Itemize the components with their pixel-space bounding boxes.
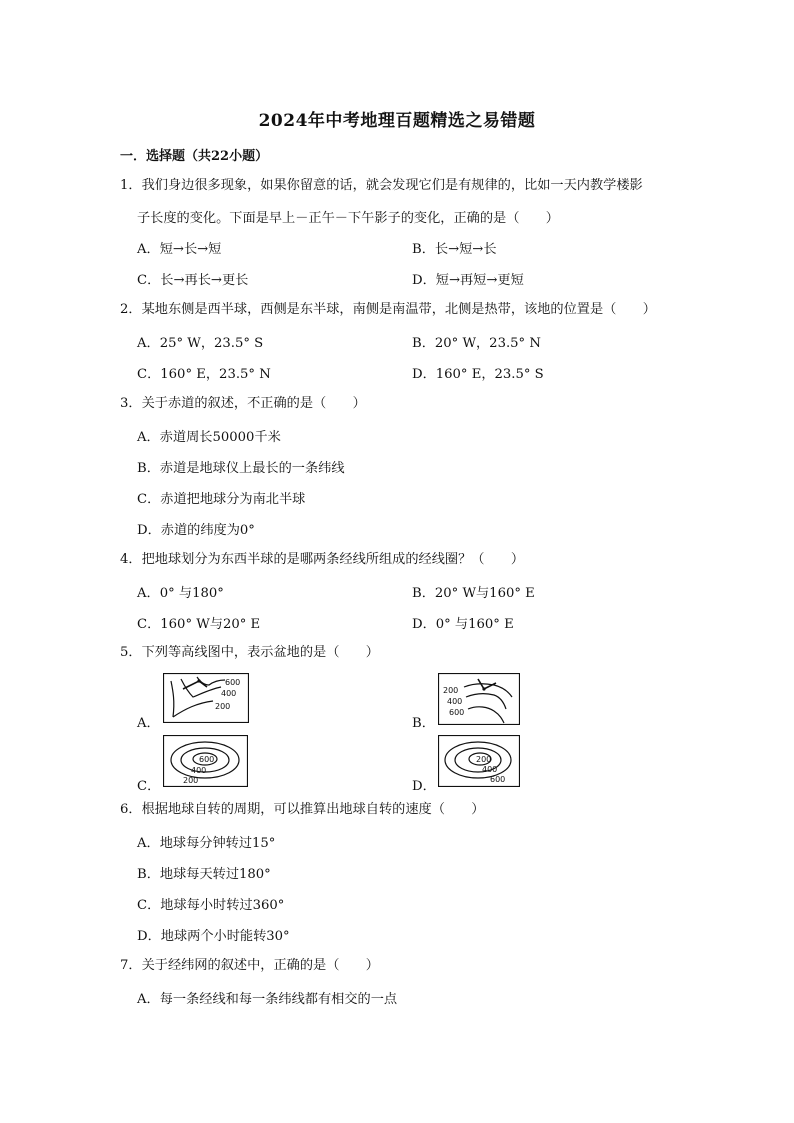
map-b-label-600: 600 [449,708,465,717]
contour-map-c[interactable] [163,735,248,787]
question-2-option-c[interactable]: C．160° E，23.5° N [137,367,271,382]
question-1-option-d[interactable]: D．短→再短→更短 [412,273,524,288]
question-6-option-b[interactable]: B．地球每天转过180° [137,867,271,882]
map-d-label-600: 600 [490,775,506,784]
map-b-label-400: 400 [447,697,463,706]
contour-map-d[interactable] [438,735,520,787]
question-3-option-b[interactable]: B．赤道是地球仪上最长的一条纬线 [137,461,345,476]
map-a-label-600: 600 [225,678,241,687]
map-b-label-200: 200 [443,686,459,695]
contour-map-b[interactable] [438,673,520,725]
question-1-option-c[interactable]: C．长→再长→更长 [137,273,249,288]
question-4-option-b[interactable]: B．20° W与160° E [412,586,535,601]
question-2-option-d[interactable]: D．160° E，23.5° S [412,367,544,382]
contour-map-a[interactable] [163,673,249,723]
question-5-option-c[interactable]: C． [137,779,161,794]
question-3-stem: 3．关于赤道的叙述，不正确的是（ ） [120,396,366,411]
map-c-label-400: 400 [191,766,207,775]
question-3-option-a[interactable]: A．赤道周长50000千米 [137,430,281,445]
question-6-option-d[interactable]: D．地球两个小时能转30° [137,929,290,944]
question-3-option-c[interactable]: C．赤道把地球分为南北半球 [137,492,306,507]
map-a-label-200: 200 [215,702,231,711]
map-a-river-source [197,679,200,682]
question-6-option-a[interactable]: A．地球每分钟转过15° [137,836,276,851]
map-d-label-200: 200 [476,755,492,764]
question-4-option-a[interactable]: A．0° 与180° [137,586,224,601]
question-2-stem: 2．某地东侧是西半球，西侧是东半球，南侧是南温带，北侧是热带，该地的位置是（ ） [120,302,656,317]
question-1-option-b[interactable]: B．长→短→长 [412,242,497,257]
question-5-option-d[interactable]: D． [412,779,436,794]
question-4-stem: 4．把地球划分为东西半球的是哪两条经线所组成的经线圈？（ ） [120,552,525,567]
question-5-option-b[interactable]: B． [412,716,435,731]
question-1-stem: 1．我们身边很多现象，如果你留意的话，就会发现它们是有规律的，比如一天内教学楼影 [120,178,643,193]
question-7-stem: 7．关于经纬网的叙述中，正确的是（ ） [120,958,379,973]
question-7-option-a[interactable]: A．每一条经线和每一条纬线都有相交的一点 [137,992,398,1007]
question-5-option-a[interactable]: A． [137,716,160,731]
question-1-option-a[interactable]: A．短→长→短 [137,242,222,257]
question-2-option-a[interactable]: A．25° W，23.5° S [137,336,264,351]
question-1-stem-cont: 子长度的变化。下面是早上－正午－下午影子的变化，正确的是（ ） [137,211,559,226]
question-6-option-c[interactable]: C．地球每小时转过360° [137,898,285,913]
map-c-label-600: 600 [199,755,215,764]
section-heading: 一．选择题（共22小题） [120,149,269,164]
map-b-river-node [482,687,485,690]
question-3-option-d[interactable]: D．赤道的纬度为0° [137,523,255,538]
map-a-label-400: 400 [221,689,237,698]
question-6-stem: 6．根据地球自转的周期，可以推算出地球自转的速度（ ） [120,802,485,817]
question-2-option-b[interactable]: B．20° W，23.5° N [412,336,541,351]
question-4-option-c[interactable]: C．160° W与20° E [137,617,261,632]
question-4-option-d[interactable]: D．0° 与160° E [412,617,514,632]
map-d-label-400: 400 [482,765,498,774]
map-c-label-200: 200 [183,776,199,785]
question-5-stem: 5．下列等高线图中，表示盆地的是（ ） [120,645,379,660]
document-title: 2024年中考地理百题精选之易错题 [258,111,536,131]
